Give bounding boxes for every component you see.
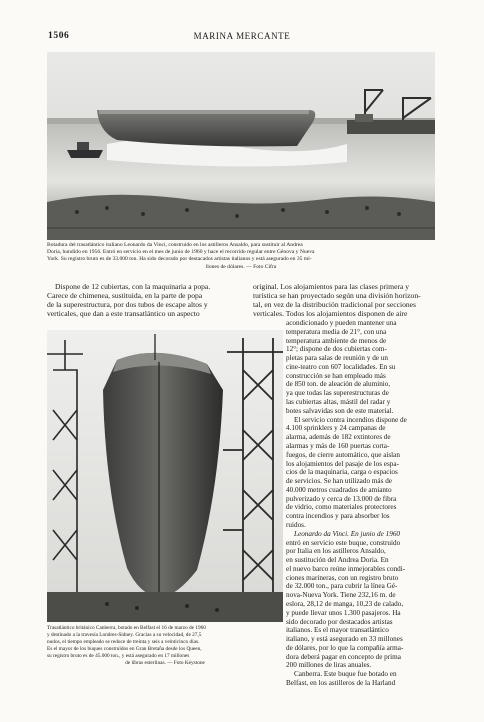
text-line: de dólares, por lo que la compañía arma- [286, 643, 404, 652]
text-line: Leonardo da Vinci. En junio de 1960 [294, 529, 401, 538]
text-line: de 850 ton. de aleación de aluminio, [286, 380, 391, 389]
text-line: italiano, y está asegurado en 33 millones [286, 635, 403, 644]
caption-line: Trasatlántico británico Canberra, botado en Belfast el 16 de marzo de 1960 [47, 625, 206, 631]
running-title: MARINA MERCANTE [193, 31, 291, 41]
text-line: ciones marineras, con un registro bruto [286, 573, 399, 582]
text-line: y puede llevar unos 1.300 pasajeros. Ha [286, 608, 401, 617]
text-line: original. Los alojamientos para las clases primera y [253, 282, 410, 291]
text-line: en sustitución del Andrea Doria. En [286, 556, 389, 565]
text-line: dora deberá pagar en concepto de prima [286, 652, 401, 661]
ship-launch-image [47, 52, 435, 240]
text-line: acondicionado y pueden mantener una [286, 319, 397, 327]
text-line: Dispone de 12 cubiertas, con la maquinaria a popa. [55, 282, 211, 291]
text-line: las cubiertas altas, mástil del radar y [286, 398, 391, 407]
text-line: sido decorado por destacados artistas [286, 617, 393, 626]
caption-line: York. Su registro bruto es de 33.000 ton. Ha sido decorado por destacados artistas italianos y está asegurado en 35 mi- [47, 256, 312, 263]
text-line: 40.000 metros cuadrados de amianto [286, 485, 392, 494]
text-line: turística se han proyectado según una división horizon- [253, 291, 421, 301]
text-line: 200 millones de liras anuales. [286, 661, 372, 670]
text-line: italianos. Es el mayor transatlántico [286, 626, 389, 635]
text-line: pulverizado y cerca de 13.000 de fibra [286, 494, 397, 503]
text-line: ya que todas las superestructuras de [286, 389, 389, 398]
text-line: 4.100 sprinklers y 24 campanas de [286, 424, 386, 433]
text-line: Belfast, en los astilleros de la Harland [286, 679, 396, 688]
text-line: de 32.000 ton., para cubrir la línea Gé- [286, 582, 398, 591]
text-line: pletas para salas de reunión y de un [286, 354, 388, 363]
text-line: verticales. Todos los alojamientos disponen de aire [253, 309, 408, 319]
text-line: El servicio contra incendios dispone de [294, 415, 407, 424]
text-line: tal, en vez de la distribución tradicional por secciones [253, 300, 416, 310]
text-line: fuegos, de cierre automático, que aíslan [286, 450, 400, 459]
text-line: contra incendios y para absorber los [286, 512, 390, 521]
left-photo-caption [47, 625, 283, 668]
text-line: cios de la maquinaria, carga o espacios [286, 468, 398, 477]
left-intro-text [47, 282, 243, 318]
caption-line: su registro bruto es de 45.000 ton., y está asegurado en 17 millones [47, 653, 190, 660]
text-line: de servicios. Se han utilizado más de [286, 477, 392, 486]
caption-line: Es el mayor de los buques construidos en Gran Bretaña desde los Queen, [47, 646, 202, 653]
top-photo-ship-launch [47, 52, 435, 240]
text-line: por Italia en los astilleros Ansaldo, [286, 547, 386, 556]
caption-line: de libras esterlinas. — Foto Keystone [125, 660, 205, 667]
canberra-image [47, 330, 283, 622]
top-photo-caption [47, 242, 435, 271]
text-line: cine-teatro con 607 localidades. En su [286, 362, 396, 371]
caption-line: llones de dólares. — Foto Cifra [205, 263, 277, 270]
text-line: de la superestructura, por dos tubos de escape altos y [47, 300, 208, 310]
text-line: el nuevo barco reúne inmejorables condi- [286, 564, 406, 573]
text-line: temperatura ambiente de menos de [286, 336, 387, 345]
right-body-column [286, 319, 436, 688]
text-line: los alojamientos del pasaje de los espa- [286, 459, 399, 468]
text-line: eslora, 28,12 de manga, 10,23 de calado, [286, 600, 404, 608]
text-line: Carece de chimenea, sustituida, en la parte de popa [47, 291, 203, 301]
caption-line: Doria, hundido en 1956. Entró en servicio en el mes de junio de 1960 y hace el recorrido regular entre Génova y Nueva [47, 249, 315, 256]
text-line: ruidos. [286, 520, 306, 529]
text-line: construcción se han empleado más [286, 371, 386, 380]
text-line: de vidrio, como materiales protectores [286, 503, 397, 512]
right-top-text [253, 282, 436, 318]
text-line: Canberra. Este buque fue botado en [294, 670, 397, 679]
caption-line: nudos, el tiempo empleado se reduce de treinta y seis a veinticinco días. [47, 639, 200, 646]
text-line: 12°; dispone de dos cubiertas com- [286, 345, 387, 354]
text-line: alarma, además de 182 extintores de [286, 433, 391, 442]
text-line: temperatura media de 21°, con una [286, 327, 387, 336]
text-line: botes salvavidas son de este material. [286, 406, 394, 415]
page-number: 1506 [48, 31, 70, 41]
text-line: entró en servicio este buque, construido [286, 538, 401, 547]
text-line: alarmas y más de 160 puertas corta- [286, 441, 390, 450]
text-line: nova-Nueva York. Tiene 232,16 m. de [286, 591, 396, 600]
text-line: verticales, que dan a este transatlántico un aspecto [47, 309, 200, 319]
page-header [48, 31, 436, 45]
left-photo-canberra [47, 330, 283, 622]
caption-line: y destinado a la travesía Londres-Sidney. Gracias a su velocidad, de 27,5 [47, 632, 202, 639]
caption-line: Botadura del trasatlántico italiano Leonardo da Vinci, construido en los astilleros Ansaldo, para sustituir al Andrea [47, 242, 303, 248]
